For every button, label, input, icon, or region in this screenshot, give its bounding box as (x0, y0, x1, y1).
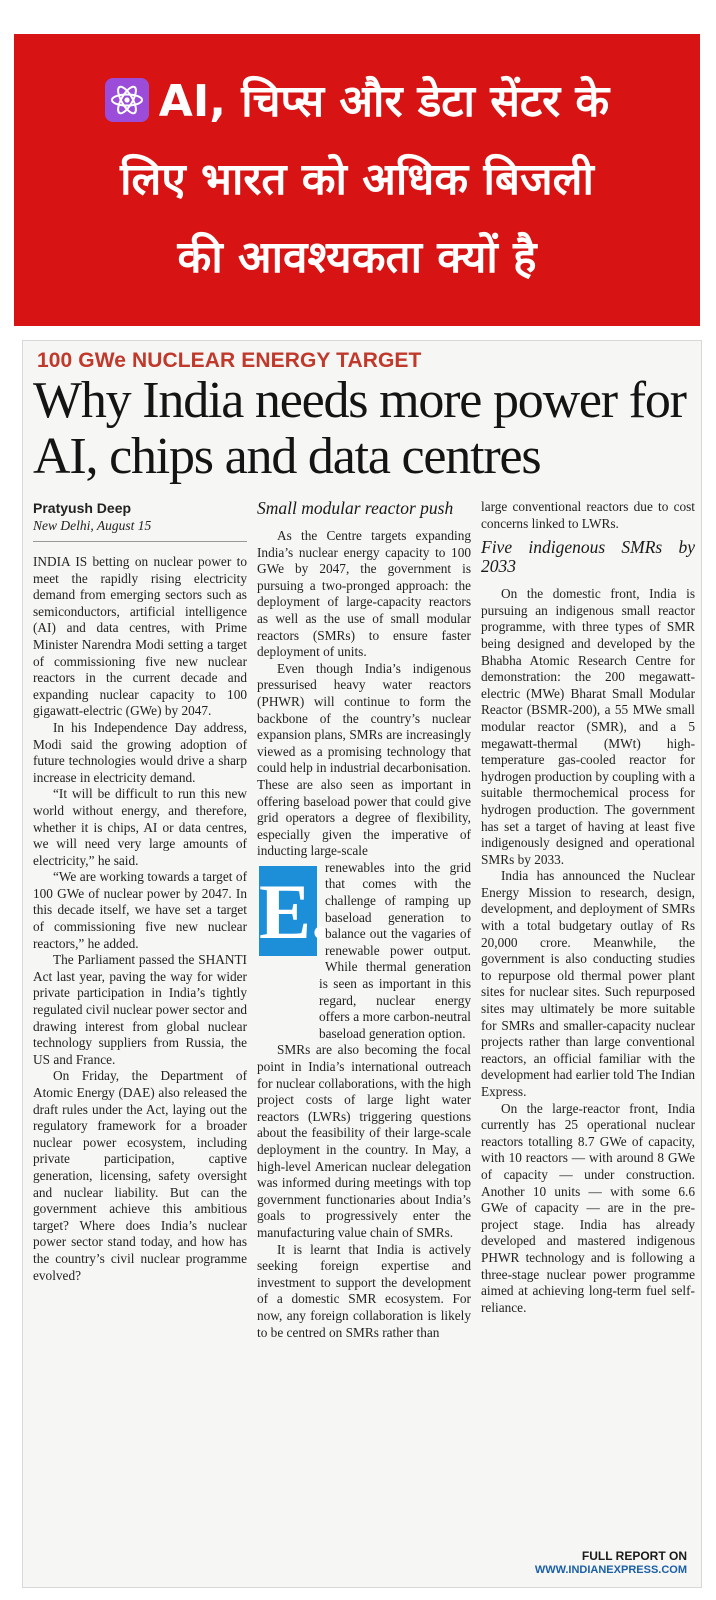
paragraph: On the large-reactor front, India currently has 25 operational nuclear reactors totalling 8.7 GWe of capacity, with 10 reactors — with around 8 GWe of capacity — under construction. Another 10 units — with some 6.6 GWe of capacity — are in the pre-project stage. India has already developed and mastered indigenous PHWR technology and is following a three-stage nuclear power programme aimed at achieving long-term fuel self-reliance. (481, 1100, 695, 1315)
kicker: 100 GWe NUCLEAR ENERGY TARGET (37, 349, 422, 372)
paragraph: It is learnt that India is actively seeking foreign expertise and investment to support the development of a domestic SMR ecosystem. For now, any foreign collaboration is likely to be centred on SMRs rather than (257, 1241, 471, 1340)
paragraph: SMRs are also becoming the focal point in India’s international outreach for nuclear collaborations, with the high project costs of large light water reactors (LWRs) triggering questions about the feasibility of their large-scale deployment in the country. In May, a high-level American nuclear delegation was informed during meetings with top government functionaries about India’s goals to progressively enter the manufacturing value chain of SMRs. (257, 1042, 471, 1240)
subhead-smr-push: Small modular reactor push (257, 498, 454, 518)
footer-label: FULL REPORT ON (581, 1549, 687, 1563)
newspaper-clipping (22, 340, 702, 1588)
paragraph: INDIA IS betting on nuclear power to meet the rapidly rising electricity demand from emerging sectors such as semiconductors, artificial intelligence (AI) and data centres, with Prime Minister Narendra Modi setting a target of commissioning five new nuclear reactors in the current decade and expanding nuclear capacity to 100 gigawatt-electric (GWe) by 2047. (33, 554, 247, 719)
paragraph: “We are working towards a target of 100 GWe of nuclear power by 2047. In this decade itself, we have set a target of commissioning five new nuclear reactors,” he added. (33, 869, 247, 951)
divider (33, 541, 247, 542)
paragraph: Even though India’s indigenous pressurised heavy water reactors (PHWR) will continue to form the backbone of the country’s nuclear expansion plans, SMRs are increasingly viewed as a promising technology that could help in industrial decarbonisation. These are also seen as important in offering baseload power that could give grid operators a degree of flexibility, especially given the imperative of inducting large-scale (257, 660, 471, 859)
subhead-five-smrs: Five indigenous SMRs by 2033 (481, 537, 695, 577)
dateline: New Delhi, August 15 (33, 518, 152, 533)
title-banner (14, 34, 700, 326)
paragraph-wrap (257, 860, 471, 1043)
footer-url: WWW.INDIANEXPRESS.COM (534, 1564, 687, 1576)
paragraph: On the domestic front, India is pursuing an indigenous small reactor programme, with three types of SMR being designed and developed by the Bhabha Atomic Research Centre for demonstration: the 200 megawatt-electric (MWe) Bharat Small Modular Reactor (BSMR-200), a 55 MWe small modular reactor (SMR), and a 5 megawatt-thermal (MWt) high-temperature gas-cooled reactor for hydrogen production by coupling with a suitable thermochemical process for hydrogen production. The government has set a target of having at least five indigenously designed and operational SMRs by 2033. (481, 586, 695, 867)
banner-line-1 (105, 63, 609, 141)
atom-icon (105, 78, 149, 122)
full-report-link[interactable] (535, 1549, 687, 1577)
headline: Why India needs more power for AI, chips and data centres (33, 372, 686, 485)
banner-text-1: AI, चिप्स और डेटा सेंटर के (158, 76, 610, 127)
paragraph: “It will be difficult to run this new world without energy, and therefore, whether it is chips, AI or data centres, we will need very large amounts of electricity,” he said. (33, 786, 247, 868)
paragraph: India has announced the Nuclear Energy Mission to research, design, development, and deployment of SMRs with a total budgetary outlay of Rs 20,000 crore. Meanwhile, the government is also conducting studies to repurpose old thermal power plant sites for nuclear sites. Such repurposed sites may ultimately be more suitable for SMRs and smaller-capacity nuclear projects rather than large conventional reactors, an official familiar with the development had earlier told The Indian Express. (481, 868, 695, 1099)
banner-line-3: की आवश्यकता क्यों है (177, 232, 537, 283)
paragraph: In his Independence Day address, Modi said the growing adoption of future technologies would drive a sharp increase in electricity demand. (33, 719, 247, 785)
express-logo-drop-cap: E. (259, 867, 331, 955)
author: Pratyush Deep (33, 500, 132, 516)
paragraph: The Parliament passed the SHANTI Act last year, paving the way for wider private participation in India’s tightly regulated civil nuclear power sector and drawing interest from global nuclear technology suppliers from Russia, the US and France. (33, 952, 247, 1067)
column-1 (33, 499, 247, 1284)
paragraph: large conventional reactors due to cost concerns linked to LWRs. (481, 499, 695, 531)
paragraph-text: renewables into the grid that comes with the challenge of ramping up baseload generation to balance out the vagaries of renewable power output. While thermal generation is seen as important in this regard, nuclear energy offers a more carbon-neutral baseload generation option. (319, 859, 471, 1041)
paragraph: On Friday, the Department of Atomic Energy (DAE) also released the draft rules under the Act, laying out the regulatory framework for a broader nuclear power ecosystem, including private participation, captive generation, licensing, safety oversight and nuclear liability. But can the government achieve this ambitious target? Where does India’s nuclear power sector stand today, and how has the country’s civil nuclear programme evolved? (33, 1068, 247, 1283)
column-3 (481, 499, 695, 1316)
banner-line-2: लिए भारत को अधिक बिजली (120, 154, 594, 205)
paragraph: As the Centre targets expanding India’s nuclear energy capacity to 100 GWe by 2047, the government is pursuing a two-pronged approach: the deployment of large-capacity reactors as well as the use of small modular reactors (SMRs) to ensure faster deployment of units. (257, 528, 471, 660)
column-2 (257, 499, 471, 1341)
